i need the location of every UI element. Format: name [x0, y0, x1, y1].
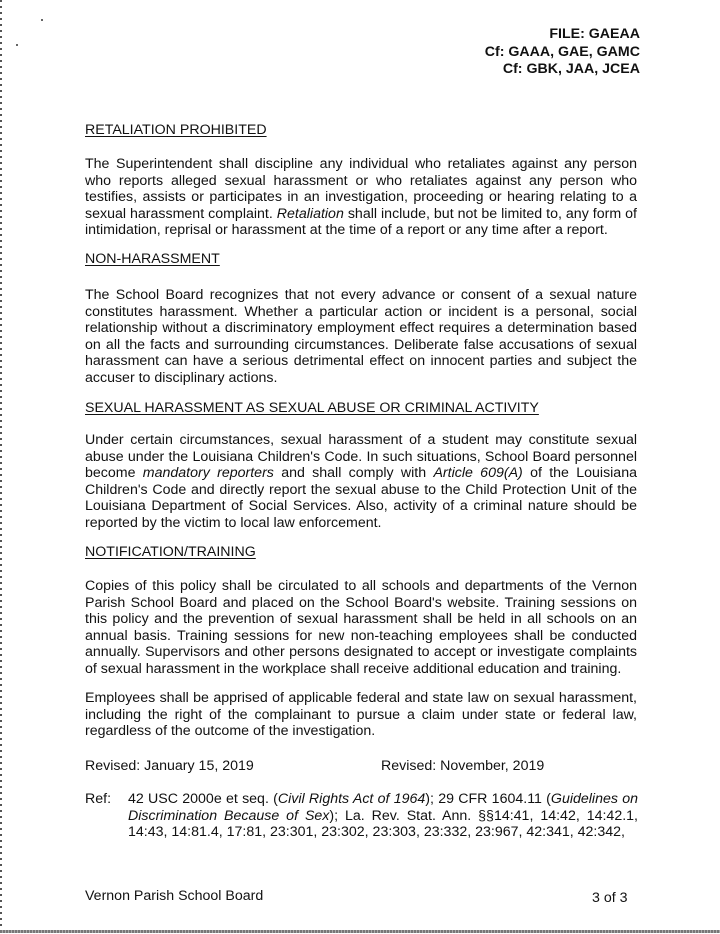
scan-speck: [16, 44, 18, 46]
footer-page-number: 3 of 3: [592, 890, 628, 906]
text-run: of the Louisiana Children's Code and directly report the sexual abuse to the Child Protection Unit of the Louisiana Department of Social Services. Also, activity of a criminal nature should be reported by the victim to local law enforcement.: [85, 465, 637, 531]
italic-term: Retaliation: [276, 205, 344, 222]
cross-reference-1: Cf: GAAA, GAE, GAMC: [484, 43, 640, 60]
text-run: ); La. Rev. Stat. Ann. §§14:41, 14:42, 14:42.1, 14:43, 14:81.4, 17:81, 23:301, 23:302, 23:303, 23:332, 23:967, 42:341, 42:342,: [128, 807, 638, 841]
references-text: [128, 791, 638, 841]
text-run: and shall comply with: [273, 465, 434, 482]
scan-edge-bottom: [0, 930, 720, 933]
italic-term: Article 609(A): [433, 465, 523, 482]
file-code: FILE: GAEAA: [549, 26, 640, 42]
cross-reference-2: Cf: GBK, JAA, JCEA: [502, 61, 640, 77]
revised-date-2: Revised: November, 2019: [381, 758, 545, 774]
section-abuse-paragraph: [85, 432, 637, 532]
file-reference-header: [485, 26, 640, 79]
section-abuse-heading-wrap: [85, 400, 637, 417]
section-retaliation-heading-wrap: [85, 122, 637, 139]
italic-citation: Civil Rights Act of 1964: [277, 791, 426, 807]
text-run: shall include, but not be limited to, any form of intimidation, reprisal or harassment at the time of a report or any time after a report.: [85, 205, 637, 239]
section-retaliation-paragraph: [85, 156, 637, 239]
section-notification-heading-wrap: [85, 544, 637, 561]
footer-organization: Vernon Parish School Board: [85, 888, 264, 904]
section-non-harassment-paragraph: The School Board recognizes that not every advance or consent of a sexual nature constitutes harassment. Whether a particular action or incident is a personal, social relationship without a discriminatory employment effect requires a determination based on all the facts and surrounding circumstances. Deliberate false accusations of sexual harassment can have a serious detrimental effect on innocent parties and subject the accuser to disciplinary actions.: [85, 287, 637, 386]
section-notification-paragraph: Copies of this policy shall be circulated to all schools and departments of the Vernon Parish School Board and placed on the School Board's website. Training sessions on this policy and the prevention of sexual harassment shall be held in all schools on an annual basis. Training sessions for new non-teaching employees shall be conducted annually. Supervisors and other persons designated to accept or investigate complaints of sexual harassment in the workplace shall receive additional education and training.: [85, 578, 637, 677]
text-run: ); 29 CFR 1604.11 (: [425, 791, 551, 807]
revision-dates: [85, 758, 637, 776]
section-non-harassment-heading-wrap: [85, 251, 637, 268]
section-heading-retaliation: RETALIATION PROHIBITED: [85, 122, 267, 138]
section-heading-sexual-abuse: SEXUAL HARASSMENT AS SEXUAL ABUSE OR CRIMINAL ACTIVITY: [85, 400, 539, 416]
section-notification-paragraph-2: Employees shall be apprised of applicable federal and state law on sexual harassment, including the right of the complainant to pursue a claim under state or federal law, regardless of the outcome of the investigation.: [85, 690, 637, 740]
scan-edge-left: [0, 0, 2, 934]
scan-speck: [41, 19, 43, 21]
italic-citation: Guidelines on Discrimination Because of Sex: [128, 791, 638, 824]
text-run: The Superintendent shall discipline any individual who retaliates against any person who reports alleged sexual harassment or who retaliates against any person who testifies, assists or participates in an investigation, proceeding or hearing relating to a sexual harassment complaint.: [85, 156, 637, 222]
text-run: 42 USC 2000e et seq. (: [128, 791, 278, 807]
revised-date-1: Revised: January 15, 2019: [85, 758, 254, 774]
text-run: Under certain circumstances, sexual harassment of a student may constitute sexual abuse under the Louisiana Children's Code. In such situations, School Board personnel become: [85, 432, 637, 482]
italic-term: mandatory reporters: [142, 465, 274, 482]
references-label: Ref:: [85, 791, 112, 807]
section-heading-non-harassment: NON-HARASSMENT: [85, 251, 220, 267]
section-heading-notification-training: NOTIFICATION/TRAINING: [85, 544, 256, 560]
